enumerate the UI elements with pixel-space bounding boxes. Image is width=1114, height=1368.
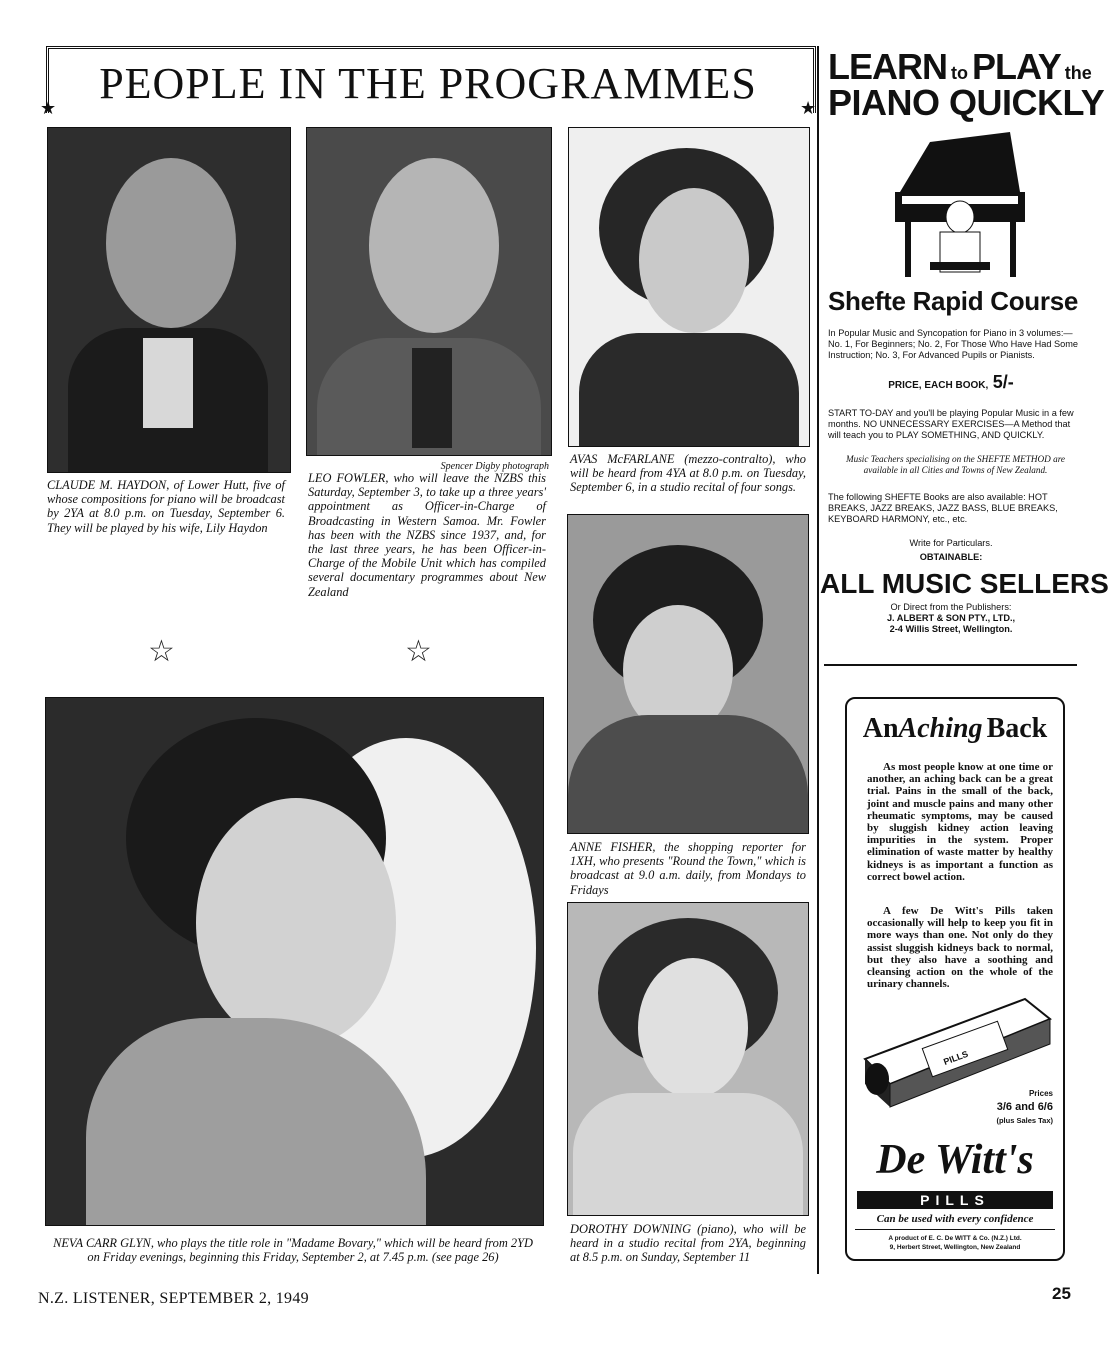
pack-label: PILLS (942, 1048, 970, 1067)
downing-photo (567, 902, 809, 1216)
haydon-photo (47, 127, 291, 473)
teachers-text: Music Teachers specialising on the SHEFTE METHOD are available in all Cities and Towns of New Zealand. (845, 454, 1066, 475)
star-icon: ☆ (405, 634, 432, 669)
mcfarlane-photo (568, 127, 810, 447)
ad-divider (824, 664, 1077, 666)
brand-sub: PILLS (857, 1191, 1053, 1209)
ad-title-back: Back (986, 713, 1048, 744)
fisher-photo (567, 514, 809, 834)
fowler-caption: LEO FOWLER, who will leave the NZBS this Saturday, September 3, to take up a three years' appointment as Officer-in-Charge of Broadcasting in Western Samoa. Mr. Fowler has been with the NZBS since 1937, and, for the last three years, he has been Officer-in-Charge of the Mobile Unit which has compiled several documentary programmes about New Zealand (308, 471, 546, 599)
tagline: Can be used with every confidence (876, 1213, 1034, 1225)
headline-to: to (951, 63, 968, 83)
price-label: PRICE, EACH BOOK, (888, 380, 989, 391)
downing-caption: DOROTHY DOWNING (piano), who will be heard in a studio recital from 2YA, beginning at 8.5 p.m. on Sunday, September 11 (570, 1222, 806, 1265)
fisher-caption: ANNE FISHER, the shopping reporter for 1XH, who presents "Round the Town," which is broadcast at 9.0 a.m. daily, from Mondays to Fridays (570, 840, 806, 897)
prices-label: Prices (1028, 1089, 1053, 1098)
all-music-sellers: ALL MUSIC SELLERS (820, 568, 1109, 599)
fowler-photo (306, 127, 552, 456)
brand-name: De Witt's (876, 1137, 1034, 1183)
headline-learn: LEARN (828, 46, 947, 87)
haydon-caption: CLAUDE M. HAYDON, of Lower Hutt, five of whose compositions for piano will be broadcast by 2YA at 8.0 p.m. on Tuesday, September 6. They will be played by his wife, Lily Haydon (47, 478, 285, 535)
course-title: Shefte Rapid Course (828, 286, 1079, 316)
publisher-address: 2-4 Willis Street, Wellington. (889, 624, 1013, 634)
column-rule (817, 46, 819, 1274)
star-icon: ★ (800, 98, 817, 119)
write-text: Write for Particulars. (909, 538, 993, 548)
ad-paragraph-1: As most people know at one time or another, an aching back can be a great trial. Pains in the small of the back, joint and muscle pains and many other rheumatic symptoms, may be caused by sluggish kidney action leaving impurities in the system. Proper elimination of waste matter by healthy kidneys is as important a function as correct bowel action. (867, 761, 1053, 883)
glyn-caption: NEVA CARR GLYN, who plays the title role in "Madame Bovary," which will be heard from 2YD on Friday evenings, beginning this Friday, September 2, at 7.45 p.m. (see page 26) (53, 1236, 533, 1265)
tax-note: (plus Sales Tax) (996, 1116, 1053, 1125)
prices-value: 3/6 and 6/6 (996, 1101, 1053, 1113)
glyn-photo (45, 697, 544, 1226)
maker-line: A product of E. C. De WITT & Co. (N.Z.) Ltd. (888, 1235, 1022, 1242)
mcfarlane-caption: AVAS McFARLANE (mezzo-contralto), who will be heard from 4YA at 8.0 p.m. on Tuesday, September 6, in a studio recital of four songs. (570, 452, 806, 495)
publication-line: N.Z. LISTENER, SEPTEMBER 2, 1949 (38, 1290, 309, 1307)
page-title: PEOPLE IN THE PROGRAMMES (99, 59, 757, 108)
price-value: 5/- (992, 372, 1014, 392)
headline-piano-quickly: PIANO QUICKLY (828, 82, 1105, 123)
publisher-name: J. ALBERT & SON PTY., LTD., (886, 613, 1016, 623)
star-icon: ★ (40, 98, 57, 119)
page-number: 25 (1052, 1284, 1071, 1303)
headline-the: the (1064, 63, 1092, 83)
maker-address: 9, Herbert Street, Wellington, New Zealand (889, 1244, 1021, 1251)
headline-play: PLAY (972, 46, 1061, 87)
books-text: The following SHEFTE Books are also available: HOT BREAKS, JAZZ BREAKS, JAZZ BASS, BLUE BREAKS, KEYBOARD HARMONY, etc., etc. (828, 492, 1058, 524)
course-intro: In Popular Music and Syncopation for Piano in 3 volumes:—No. 1, For Beginners; No. 2, For Those Who Have Had Some Instruction; No. 3, For Advanced Pupils or Pianists. (828, 328, 1079, 360)
aching-back-ad (845, 697, 1065, 1261)
tagline-rule (855, 1229, 1055, 1230)
direct-text: Or Direct from the Publishers: (890, 602, 1012, 612)
star-icon: ☆ (148, 634, 175, 669)
start-today-text: START TO-DAY and you'll be playing Popular Music in a few months. NO UNNECESSARY EXERCISES—A Method that will teach you to PLAY SOMETHING, AND QUICKLY. (828, 408, 1074, 440)
ad-title-an: An (862, 713, 899, 744)
obtainable-text: OBTAINABLE: (919, 552, 983, 562)
ad-paragraph-2: A few De Witt's Pills taken occasionally will help to keep you fit in more ways than one. Not only do they assist sluggish kidneys back to normal, but they also have a soothing and cleansing action on the whole of the urinary channels. (867, 905, 1053, 991)
ad-title-aching: Aching (898, 713, 983, 744)
piano-illustration (890, 132, 1030, 282)
fowler-photo-credit: Spencer Digby photograph (440, 461, 549, 472)
